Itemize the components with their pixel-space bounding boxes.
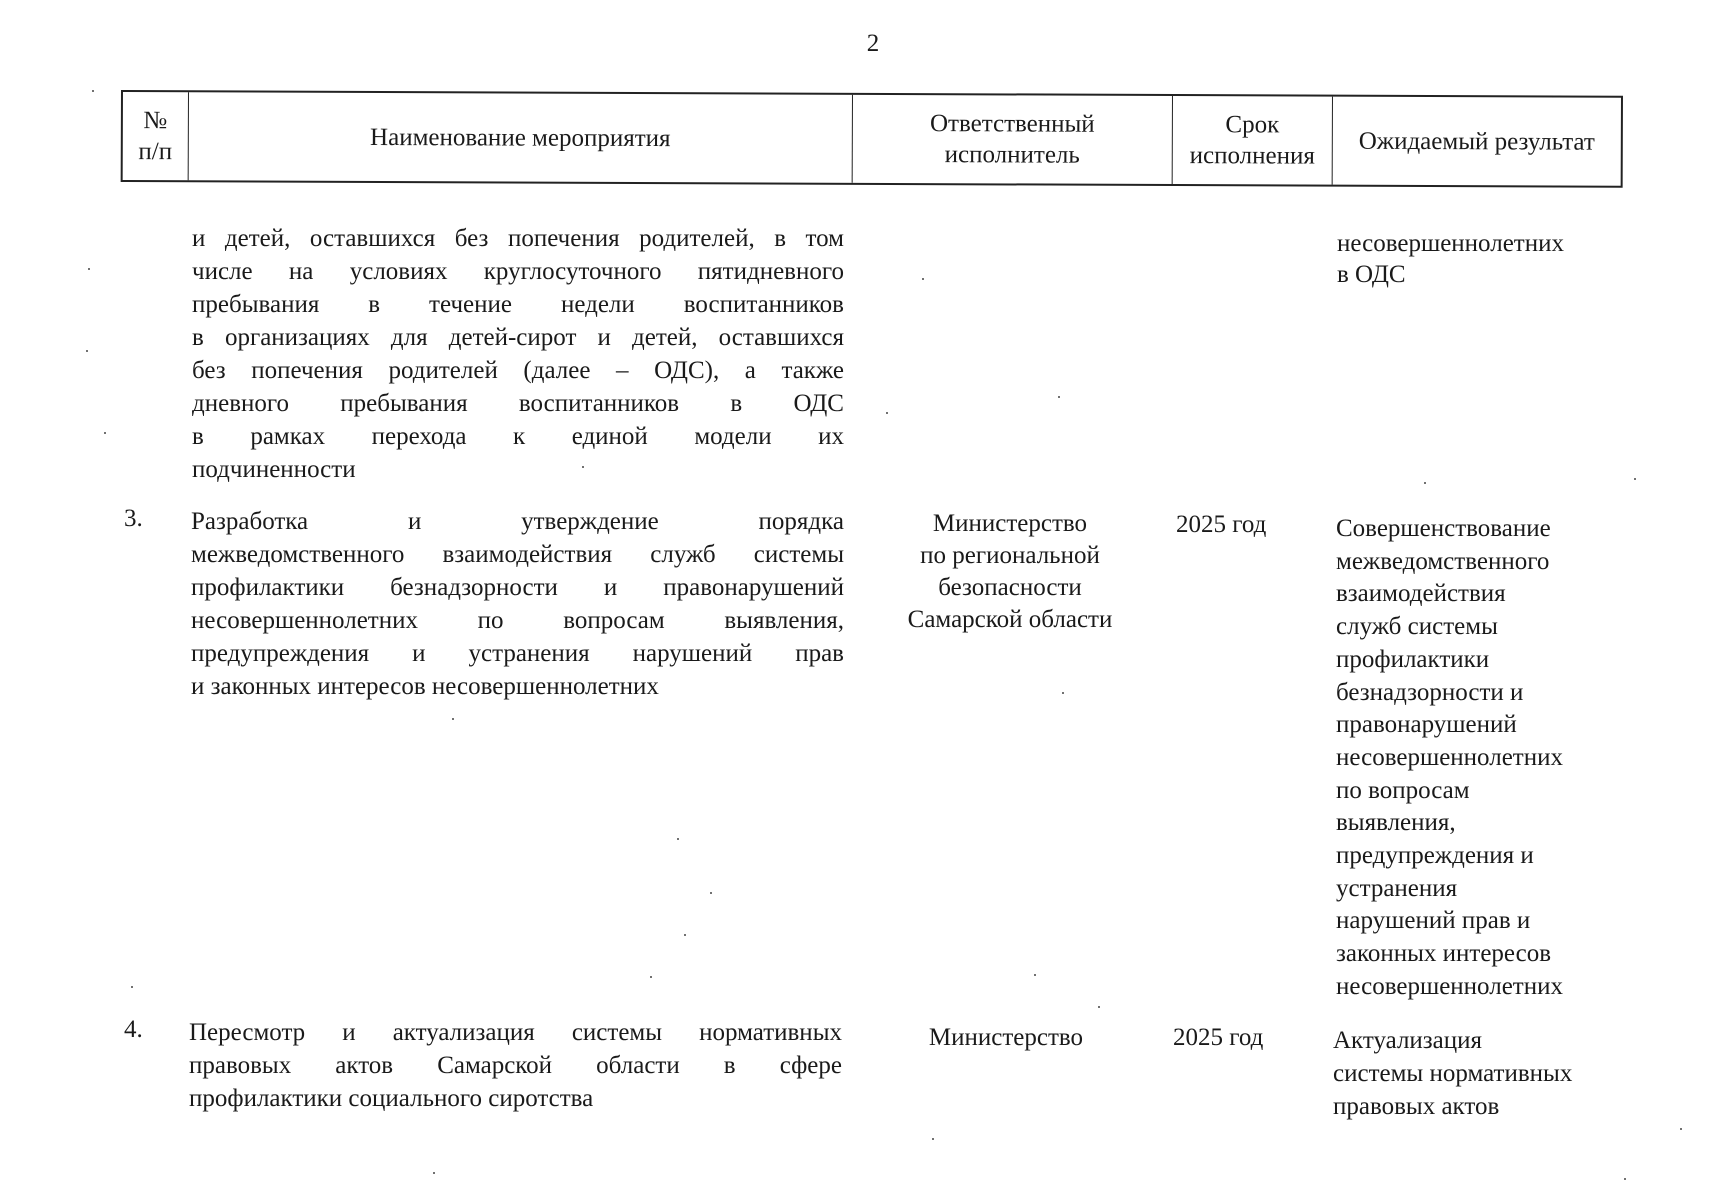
continuation-name-line: и детей, оставшихся без попечения родителей, в том: [192, 225, 844, 252]
row-4-result-line: Актуализация: [1333, 1027, 1483, 1054]
row-3-result-line: по вопросам: [1336, 776, 1470, 804]
row-3-result-line: правонарушений: [1336, 711, 1517, 739]
row-4-name-line: правовых актов Самарской области в сфере: [189, 1052, 842, 1079]
header-name-label: Наименование мероприятия: [370, 123, 671, 152]
header-name: [189, 92, 853, 183]
continuation-name: [192, 222, 844, 486]
row-3-result-line: несовершеннолетних: [1336, 972, 1563, 1000]
page-number: 2: [866, 30, 880, 57]
row-3-result-line: межведомственного: [1336, 547, 1550, 575]
header-result: [1333, 97, 1621, 186]
row-4-number: 4.: [124, 1016, 143, 1043]
row-3-term: 2025 год: [1176, 511, 1267, 538]
row-3-result-line: несовершеннолетних: [1336, 743, 1563, 771]
row-3-responsible: [860, 508, 1160, 636]
header-term-label: Срок исполнения: [1189, 111, 1315, 170]
header-term: [1173, 96, 1333, 185]
row-3-responsible-line: Министерство: [932, 510, 1088, 537]
continuation-name-line: пребывания в течение недели воспитанников: [192, 291, 844, 318]
row-3-name-line: межведомственного взаимодействия служб системы: [191, 541, 844, 568]
continuation-result-line: в ОДС: [1337, 261, 1406, 288]
continuation-result: [1337, 228, 1637, 290]
row-3-name: [191, 505, 844, 703]
continuation-name-line: в организациях для детей-сирот и детей, оставшихся: [192, 324, 844, 351]
continuation-name-line: в рамках перехода к единой модели их: [192, 423, 844, 450]
row-3-result-line: служб системы: [1336, 613, 1498, 641]
row-4-name-line: Пересмотр и актуализация системы нормативных: [189, 1019, 842, 1046]
row-3-number: 3.: [124, 505, 143, 532]
row-4-name-line: профилактики социального сиротства: [189, 1085, 594, 1112]
row-4-responsible: [856, 1021, 1156, 1054]
row-4-term: 2025 год: [1173, 1024, 1264, 1051]
row-3-result: [1336, 513, 1656, 1004]
row-3-name-line: несовершеннолетних по вопросам выявления,: [191, 607, 844, 634]
row-3-result-line: устранения: [1336, 874, 1458, 902]
row-3-responsible-line: по региональной: [920, 542, 1100, 569]
row-3-name-line: профилактики безнадзорности и правонарушений: [191, 574, 844, 601]
row-4-result-line: системы нормативных: [1333, 1060, 1573, 1087]
row-4-result-line: правовых актов: [1333, 1093, 1500, 1120]
table-header: [121, 90, 1623, 188]
row-3-result-line: законных интересов: [1336, 940, 1552, 968]
row-3-name-line: Разработка и утверждение порядка: [191, 508, 844, 535]
row-3-responsible-line: Самарской области: [907, 606, 1113, 633]
row-3-name-line: и законных интересов несовершеннолетних: [191, 673, 659, 700]
row-3-result-line: взаимодействия: [1336, 580, 1506, 608]
row-3-result-line: нарушений прав и: [1336, 907, 1531, 935]
row-3-result-line: предупреждения и: [1336, 842, 1534, 870]
row-3-result-line: безнадзорности и: [1336, 678, 1524, 706]
row-3-name-line: предупреждения и устранения нарушений прав: [191, 640, 844, 667]
continuation-result-line: несовершеннолетних: [1337, 230, 1564, 257]
row-4-result: [1333, 1024, 1653, 1123]
header-responsible: [853, 95, 1173, 184]
header-responsible-label: Ответственный исполнитель: [929, 110, 1095, 169]
row-3-result-line: Совершенствование: [1336, 515, 1551, 542]
continuation-name-line: дневного пребывания воспитанников в ОДС: [192, 390, 844, 417]
continuation-name-line: числе на условиях круглосуточного пятидневного: [192, 258, 844, 285]
row-3-responsible-line: безопасности: [938, 574, 1082, 601]
continuation-name-line: подчиненности: [192, 456, 356, 483]
header-result-label: Ожидаемый результат: [1358, 127, 1595, 156]
row-3-result-line: выявления,: [1336, 809, 1456, 837]
row-4-responsible-line: Министерство: [928, 1024, 1084, 1051]
continuation-name-line: без попечения родителей (далее – ОДС), а также: [192, 357, 844, 384]
row-3-result-line: профилактики: [1336, 645, 1490, 673]
row-4-name: [189, 1016, 842, 1115]
header-number: [123, 92, 189, 180]
header-number-label: № п/п: [138, 107, 173, 166]
